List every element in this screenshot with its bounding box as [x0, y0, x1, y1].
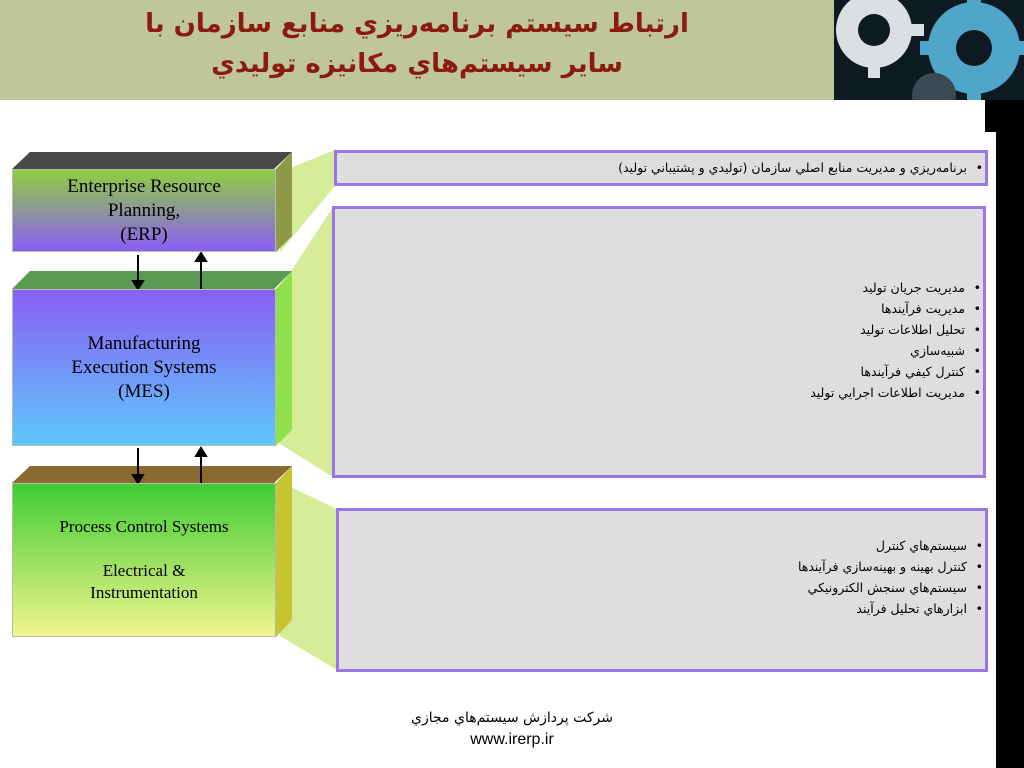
page-title-line1: ارتباط سيستم برنامه‌ريزي منابع سازمان با	[145, 9, 689, 39]
bullet-icon: •	[973, 385, 981, 400]
bullet-icon: •	[973, 280, 981, 295]
bullet-icon: •	[975, 580, 983, 595]
erp-box-top	[12, 152, 292, 169]
list-item: • مديريت جريان توليد	[335, 277, 965, 298]
list-item: • تحليل اطلاعات توليد	[335, 319, 965, 340]
erp-box-side	[276, 152, 292, 252]
mes-box	[12, 289, 276, 446]
erp-box-line2: Planning,	[107, 199, 181, 221]
mes-description-list	[335, 277, 983, 403]
list-item: • كنترل بهينه و بهينه‌سازي فرآيندها	[339, 556, 967, 577]
erp-box-line1: Enterprise Resource	[67, 175, 221, 197]
bullet-icon: •	[975, 538, 983, 553]
bullet-icon: •	[973, 364, 981, 379]
pcs-box	[12, 483, 276, 637]
erp-description-panel	[334, 150, 988, 186]
footer-url[interactable]: www.irerp.ir	[470, 731, 554, 748]
bullet-icon: •	[973, 343, 981, 358]
erp-box-line3: (ERP)	[120, 223, 168, 245]
bullet-icon: •	[975, 559, 983, 574]
footer	[384, 707, 640, 751]
pcs-box-line2: Electrical &	[102, 561, 186, 580]
list-item: • ابزارهاي تحليل فرآيند	[339, 598, 967, 619]
list-item: • كنترل كيفي فرآيندها	[335, 361, 965, 382]
mes-box-line3: (MES)	[118, 380, 170, 402]
list-item: • مديريت فرآيندها	[335, 298, 965, 319]
bullet-icon: •	[975, 160, 983, 175]
mes-description-panel	[332, 206, 986, 478]
pcs-box-side	[276, 466, 292, 637]
mes-box-line1: Manufacturing	[87, 332, 201, 354]
list-item: • برنامه‌ريزي و مديريت منابع اصلي سازمان (توليدي و پشتيباني توليد)	[337, 157, 967, 178]
bullet-icon: •	[973, 301, 981, 316]
bullet-icon: •	[973, 322, 981, 337]
list-item: • شبيه‌سازي	[335, 340, 965, 361]
list-item: • مديريت اطلاعات اجرايي توليد	[335, 382, 965, 403]
arrow-up-mes-erp-head	[196, 253, 206, 261]
mes-box-top	[12, 271, 292, 289]
arrow-up-pcs-mes-head	[196, 448, 206, 456]
pcs-description-panel	[336, 508, 988, 672]
pcs-box-top	[12, 466, 292, 483]
footer-company: شركت پردازش سيستم‌هاي مجازي	[411, 710, 613, 726]
list-item: • سيستم‌هاي سنجش الكترونيكي	[339, 577, 967, 598]
pcs-description-list	[339, 535, 985, 619]
erp-box	[12, 169, 276, 252]
mes-box-side	[276, 271, 292, 446]
list-item: • سيستم‌هاي كنترل	[339, 535, 967, 556]
bullet-icon: •	[975, 601, 983, 616]
page-title-line2: ساير سيستم‌هاي مكانيزه توليدي	[211, 49, 623, 79]
pcs-box-line3: Instrumentation	[90, 583, 198, 602]
erp-description-list	[337, 157, 985, 178]
pcs-box-line1: Process Control Systems	[59, 517, 229, 536]
mes-box-line2: Execution Systems	[71, 356, 217, 378]
